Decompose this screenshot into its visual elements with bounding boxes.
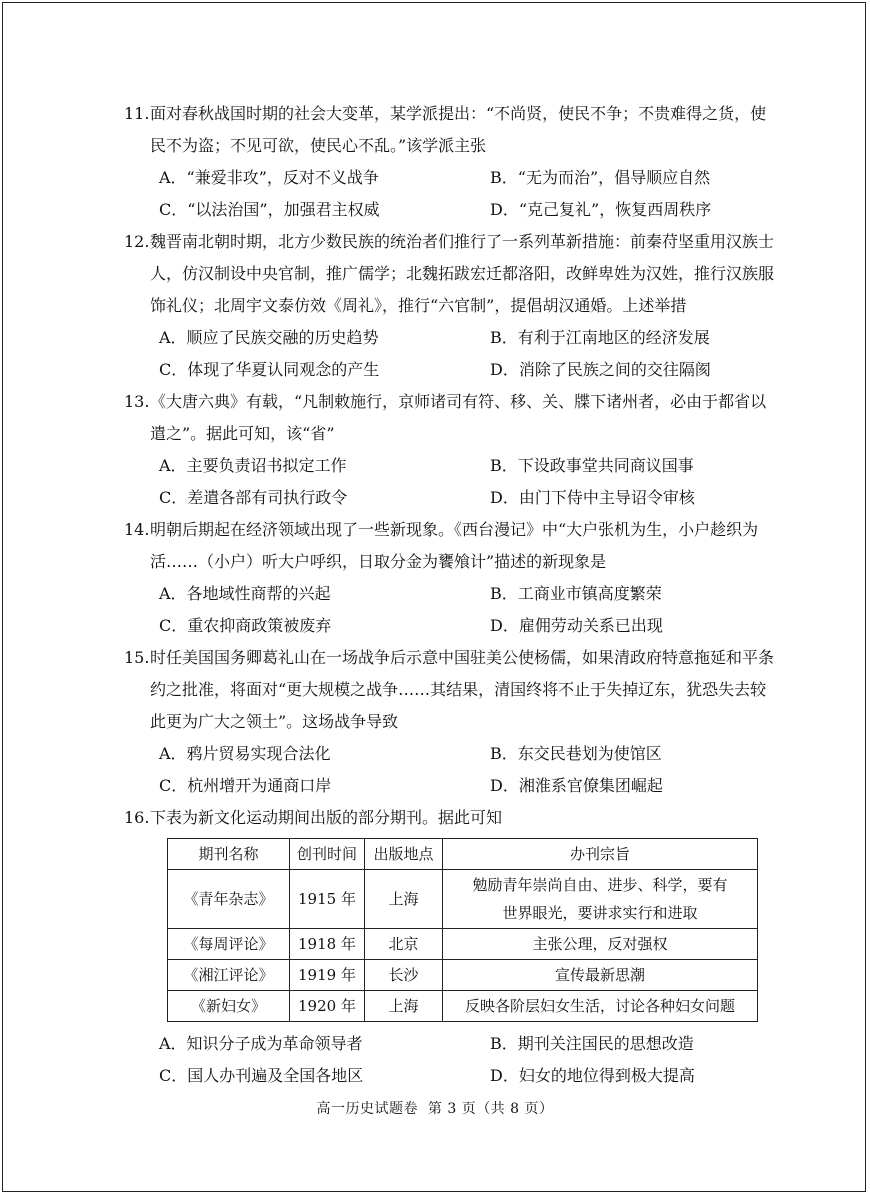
option-b: B．下设政事堂共同商议国事 [490,456,694,475]
option-b: B．东交民巷划为使馆区 [490,744,662,763]
options-row [125,322,815,354]
option-b: B．期刊关注国民的思想改造 [490,1034,694,1053]
options-row [125,610,815,642]
option-a: A．“兼爱非攻”，反对不义战争 [159,168,379,187]
question-number: 15. [124,648,150,667]
question-14 [125,514,815,642]
question-13 [125,386,815,514]
page-footer [0,1099,870,1119]
question-text: 此更为广大之领土”。这场战争导致 [150,712,399,731]
options-row [125,738,815,770]
options-row [125,162,815,194]
option-a: A．知识分子成为革命领导者 [159,1034,363,1053]
option-d: D．消除了民族之间的交往隔阂 [490,360,711,379]
table-row [168,870,758,929]
table-row [168,960,758,991]
question-number: 14. [124,520,150,539]
question-number: 11. [124,104,150,123]
option-a: A．主要负责诏书拟定工作 [159,456,347,475]
publish-place: 上海 [365,991,443,1022]
question-text: 民不为盗；不见可欲，使民心不乱。”该学派主张 [150,136,487,155]
table-row [168,991,758,1022]
option-d: D．由门下侍中主导诏令审核 [490,488,695,507]
question-text: 活……（小户）听大户呼织，日取分金为饔飧计”描述的新现象是 [150,552,607,571]
table-row [168,929,758,960]
question-number: 12. [124,232,150,251]
question-text: 面对春秋战国时期的社会大变革，某学派提出：“不尚贤，使民不争；不贵难得之货，使 [150,104,767,123]
question-text: 明朝后期起在经济领域出现了一些新现象。《西台漫记》中“大户张机为生，小户趁织为 [150,520,759,539]
question-15 [125,642,815,802]
table-header-cell: 创刊时间 [290,839,365,870]
option-c: C．杭州增开为通商口岸 [159,776,332,795]
publish-place: 北京 [365,929,443,960]
option-d: D．湘淮系官僚集团崛起 [490,776,663,795]
table-header-cell: 期刊名称 [168,839,290,870]
founding-year: 1915 年 [290,870,365,929]
question-16 [125,802,815,1092]
founding-year: 1920 年 [290,991,365,1022]
question-text: 饰礼仪；北周宇文泰仿效《周礼》，推行“六官制”，提倡胡汉通婚。上述举措 [150,296,687,315]
option-a: A．鸦片贸易实现合法化 [159,744,331,763]
table-header-cell: 出版地点 [365,839,443,870]
options-row [125,770,815,802]
questions-area [125,98,815,1092]
founding-year: 1919 年 [290,960,365,991]
question-text: 下表为新文化运动期间出版的部分期刊。据此可知 [150,808,503,827]
options-row [125,450,815,482]
option-a: A．各地域性商帮的兴起 [159,584,331,603]
periodical-name: 《青年杂志》 [168,870,290,929]
options-row [125,1028,815,1060]
option-b: B．“无为而治”，倡导顺应自然 [490,168,711,187]
options-row [125,194,815,226]
question-12 [125,226,815,386]
periodical-name: 《每周评论》 [168,929,290,960]
options-row [125,578,815,610]
table-header-row [168,839,758,870]
periodical-aim [443,870,758,929]
table-header-cell: 办刊宗旨 [443,839,758,870]
question-text: 人，仿汉制设中央官制，推广儒学；北魏拓跋宏迁都洛阳，改鲜卑姓为汉姓，推行汉族服 [150,264,775,283]
option-b: B．有利于江南地区的经济发展 [490,328,710,347]
publish-place: 上海 [365,870,443,929]
option-b: B．工商业市镇高度繁荣 [490,584,662,603]
footer-subject: 高一历史试题卷 [316,1101,418,1117]
options-row [125,1060,815,1092]
option-c: C．重农抑商政策被废弃 [159,616,332,635]
option-a: A．顺应了民族交融的历史趋势 [159,328,379,347]
question-text: 魏晋南北朝时期，北方少数民族的统治者们推行了一系列革新措施：前秦苻坚重用汉族士 [150,232,775,251]
periodical-aim: 宣传最新思潮 [443,960,758,991]
periodical-aim-line: 勉励青年崇尚自由、进步、科学，要有 [472,876,728,894]
question-11 [125,98,815,226]
options-row [125,482,815,514]
periodical-aim: 反映各阶层妇女生活，讨论各种妇女问题 [443,991,758,1022]
periodical-name: 《新妇女》 [168,991,290,1022]
option-c: C．国人办刊遍及全国各地区 [159,1066,364,1085]
periodical-name: 《湘江评论》 [168,960,290,991]
option-c: C．差遣各部有司执行政令 [159,488,348,507]
option-d: D．“克己复礼”，恢复西周秩序 [490,200,712,219]
question-text: 遣之”。据此可知，该“省” [150,424,335,443]
periodical-aim-line: 世界眼光，要讲求实行和进取 [502,904,698,922]
option-d: D．妇女的地位得到极大提高 [490,1066,695,1085]
options-row [125,354,815,386]
footer-page-number: 第 3 页（共 8 页） [427,1101,554,1117]
option-d: D．雇佣劳动关系已出现 [490,616,663,635]
periodical-aim: 主张公理，反对强权 [443,929,758,960]
question-text: 约之批准，将面对“更大规模之战争……其结果，清国终将不止于失掉辽东，犹恐失去较 [150,680,767,699]
founding-year: 1918 年 [290,929,365,960]
publish-place: 长沙 [365,960,443,991]
periodicals-table-wrapper [167,838,815,1022]
question-number: 13. [124,392,150,411]
question-text: 《大唐六典》有载，“凡制敕施行，京师诸司有符、移、关、牒下诸州者，必由于都省以 [150,392,767,411]
option-c: C．“以法治国”，加强君主权威 [159,200,380,219]
periodicals-table [167,838,758,1022]
question-text: 时任美国国务卿葛礼山在一场战争后示意中国驻美公使杨儒，如果清政府特意拖延和平条 [150,648,775,667]
option-c: C．体现了华夏认同观念的产生 [159,360,380,379]
question-number: 16. [124,808,150,827]
